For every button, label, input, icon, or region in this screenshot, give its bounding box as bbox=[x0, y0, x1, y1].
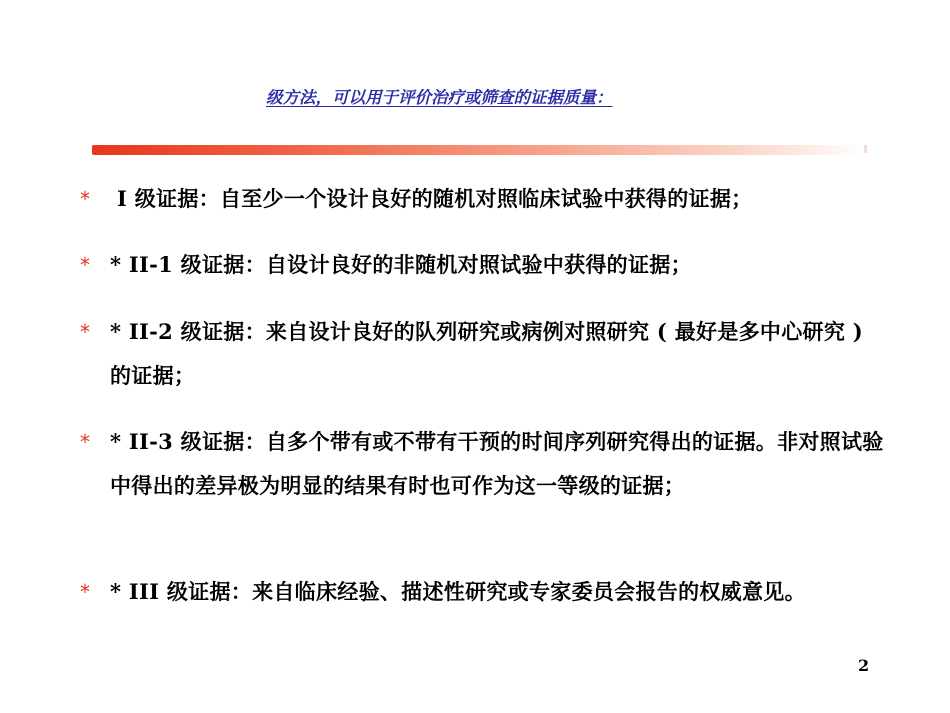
bullet-text: * III 级证据：来自临床经验、描述性研究或专家委员会报告的权威意见。 bbox=[110, 579, 806, 604]
slide-title: 级方法，可以用于评价治疗或筛查的证据质量： bbox=[266, 88, 613, 107]
bullet-star-icon: * bbox=[80, 187, 90, 211]
bullet-text: * II-1 级证据：自设计良好的非随机对照试验中获得的证据； bbox=[110, 252, 692, 277]
bullet-star-icon: * bbox=[80, 320, 90, 344]
bullet-star-icon: * bbox=[80, 253, 90, 277]
bullet-text: * II-3 级证据：自多个带有或不带有干预的时间序列研究得出的证据。非对照试验中得出的差异极为明显的结果有时也可作为这一等级的证据； bbox=[110, 429, 884, 498]
bullet-text: * II-2 级证据：来自设计良好的队列研究或病例对照研究 ( 最好是多中心研究 ) 的证据； bbox=[110, 319, 863, 388]
bullet-text: I 级证据：自至少一个设计良好的随机对照临床试验中获得的证据； bbox=[117, 186, 753, 211]
divider-end-mark bbox=[864, 145, 867, 153]
bullet-star-icon: * bbox=[80, 430, 90, 454]
title-divider-bar bbox=[92, 145, 867, 155]
page-number: 2 bbox=[858, 656, 870, 675]
bullet-star-icon: * bbox=[80, 580, 90, 604]
